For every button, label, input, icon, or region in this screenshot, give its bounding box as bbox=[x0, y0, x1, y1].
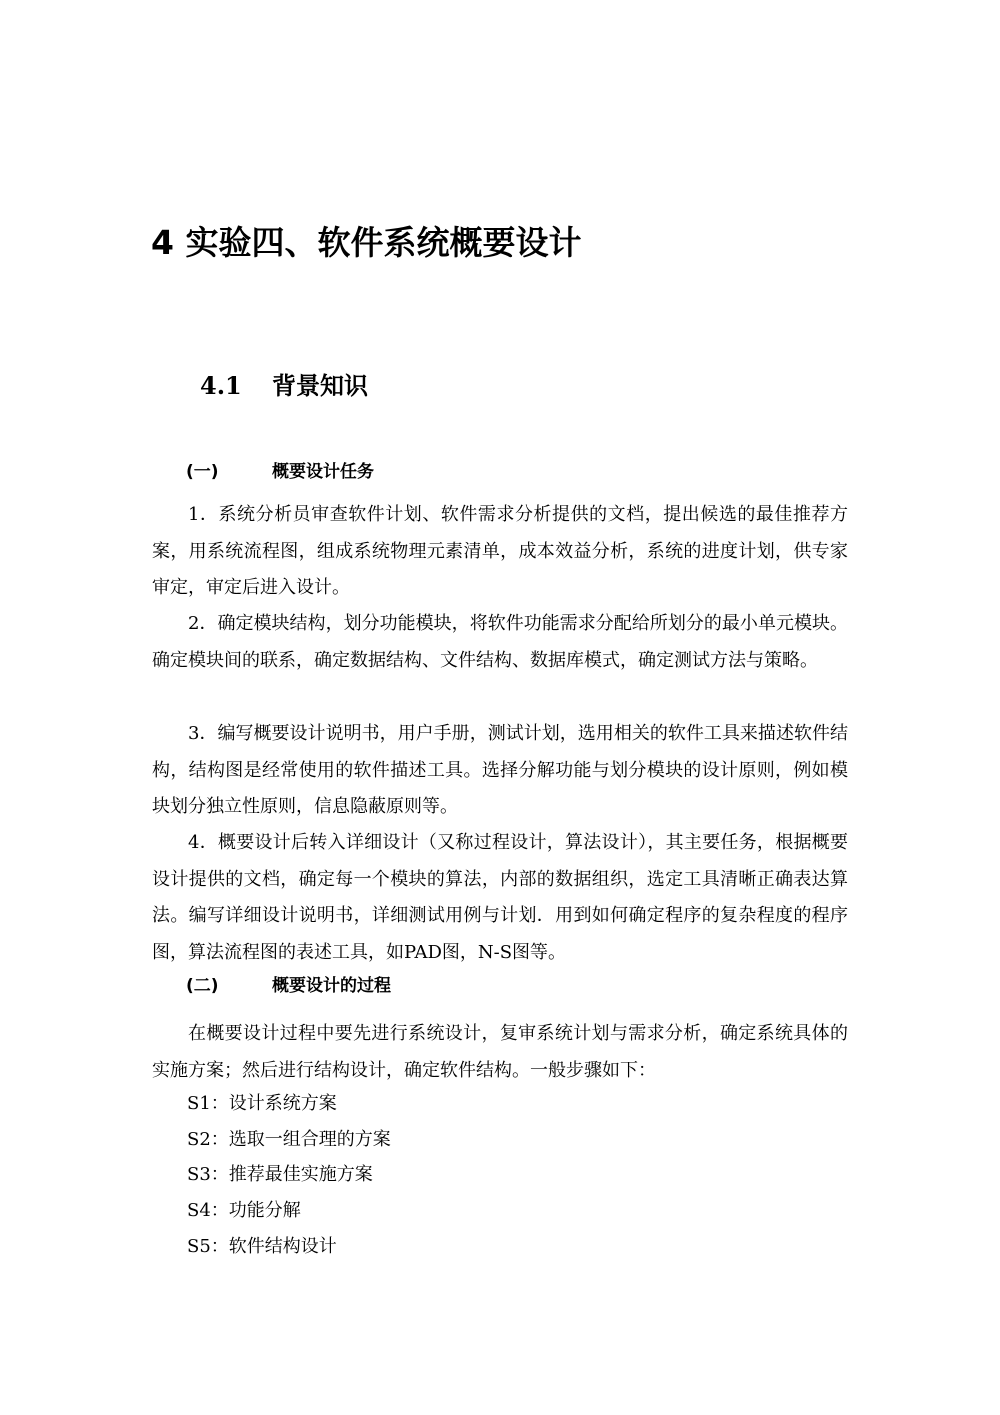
section-title: 背景知识 bbox=[272, 372, 368, 400]
subsection-heading-1 bbox=[186, 457, 374, 487]
paragraph-1: 1．系统分析员审查软件计划、软件需求分析提供的文档，提出候选的最佳推荐方案，用系统流程图，组成系统物理元素清单，成本效益分析，系统的进度计划，供专家审定，审定后进入设计。 bbox=[152, 504, 848, 598]
chapter-title: 4 实验四、软件系统概要设计 bbox=[151, 223, 582, 262]
step-item: S4：功能分解 bbox=[187, 1200, 301, 1222]
subsection-title: 概要设计任务 bbox=[272, 462, 374, 482]
paragraph-2: 2．确定模块结构，划分功能模块，将软件功能需求分配给所划分的最小单元模块。确定模块间的联系，确定数据结构、文件结构、数据库模式，确定测试方法与策略。 bbox=[152, 613, 848, 671]
subsection-number: (一) bbox=[186, 462, 219, 482]
paragraph-3: 3．编写概要设计说明书，用户手册，测试计划，选用相关的软件工具来描述软件结构，结构图是经常使用的软件描述工具。选择分解功能与划分模块的设计原则，例如模块划分独立性原则，信息隐蔽原则等。 bbox=[152, 723, 848, 817]
subsection-title: 概要设计的过程 bbox=[272, 976, 391, 996]
step-item: S1：设计系统方案 bbox=[187, 1093, 337, 1114]
subsection-heading-2 bbox=[186, 971, 391, 1001]
paragraph-5: 在概要设计过程中要先进行系统设计，复审系统计划与需求分析，确定系统具体的实施方案；然后进行结构设计，确定软件结构。一般步骤如下： bbox=[152, 1023, 848, 1081]
steps-list bbox=[187, 1086, 391, 1265]
step-item: S5：软件结构设计 bbox=[187, 1235, 337, 1257]
section-number: 4.1 bbox=[200, 371, 242, 400]
section-heading bbox=[200, 366, 368, 406]
step-item: S3：推荐最佳实施方案 bbox=[187, 1164, 373, 1186]
step-item: S2：选取一组合理的方案 bbox=[187, 1128, 391, 1150]
subsection-number: (二) bbox=[186, 976, 219, 996]
paragraph-4: 4．概要设计后转入详细设计（又称过程设计，算法设计），其主要任务，根据概要设计提供的文档，确定每一个模块的算法，内部的数据组织，选定工具清晰正确表达算法。编写详细设计说明书，详细测试用例与计划．用到如何确定程序的复杂程度的程序图，算法流程图的表述工具，如PAD图，N-S图等。 bbox=[152, 832, 848, 963]
